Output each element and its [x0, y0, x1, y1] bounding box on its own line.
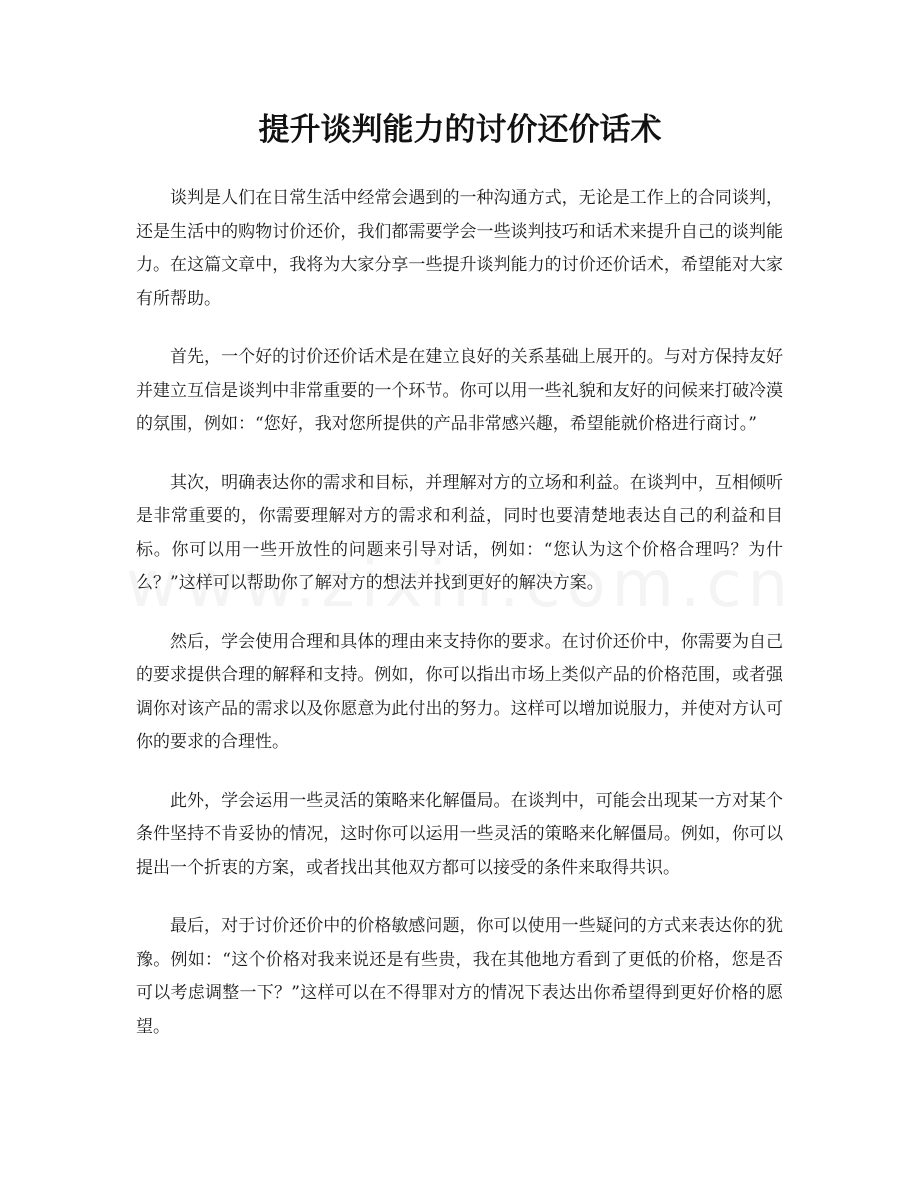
paragraph-finally: 最后，对于讨价还价中的价格敏感问题，你可以使用一些疑问的方式来表达你的犹豫。例如：“这个价格对我来说还是有些贵，我在其他地方看到了更低的价格，您是否可以考虑调整一下？”这样可以在不得罪对方的情况下表达出你希望得到更好价格的愿望。 [136, 916, 783, 1037]
paragraph-additionally: 此外，学会运用一些灵活的策略来化解僵局。在谈判中，可能会出现某一方对某个条件坚持不肯妥协的情况，这时你可以运用一些灵活的策略来化解僵局。例如，你可以提出一个折衷的方案，或者找出其他双方都可以接受的条件来取得共识。 [136, 790, 783, 878]
document-title: 提升谈判能力的讨价还价话术 [258, 112, 662, 148]
paragraph-first: 首先，一个好的讨价还价话术是在建立良好的关系基础上展开的。与对方保持友好并建立互信是谈判中非常重要的一个环节。你可以用一些礼貌和友好的问候来打破冷漠的氛围，例如：“您好，我对您所提供的产品非常感兴趣，希望能就价格进行商讨。” [136, 347, 783, 434]
document-body [136, 182, 783, 1069]
paragraph-second: 其次，明确表达你的需求和目标，并理解对方的立场和利益。在谈判中，互相倾听是非常重要的，你需要理解对方的需求和利益，同时也要清楚地表达自己的利益和目标。你可以用一些开放性的问题来引导对话，例如：“您认为这个价格合理吗？为什么？”这样可以帮助你了解对方的想法并找到更好的解决方案。 [136, 472, 783, 593]
paragraph-then: 然后，学会使用合理和具体的理由来支持你的要求。在讨价还价中，你需要为自己的要求提供合理的解释和支持。例如，你可以指出市场上类似产品的价格范围，或者强调你对该产品的需求以及你愿意为此付出的努力。这样可以增加说服力，并使对方认可你的要求的合理性。 [136, 631, 783, 752]
paragraph-intro: 谈判是人们在日常生活中经常会遇到的一种沟通方式，无论是工作上的合同谈判，还是生活中的购物讨价还价，我们都需要学会一些谈判技巧和话术来提升自己的谈判能力。在这篇文章中，我将为大家分享一些提升谈判能力的讨价还价话术，希望能对大家有所帮助。 [136, 188, 783, 309]
